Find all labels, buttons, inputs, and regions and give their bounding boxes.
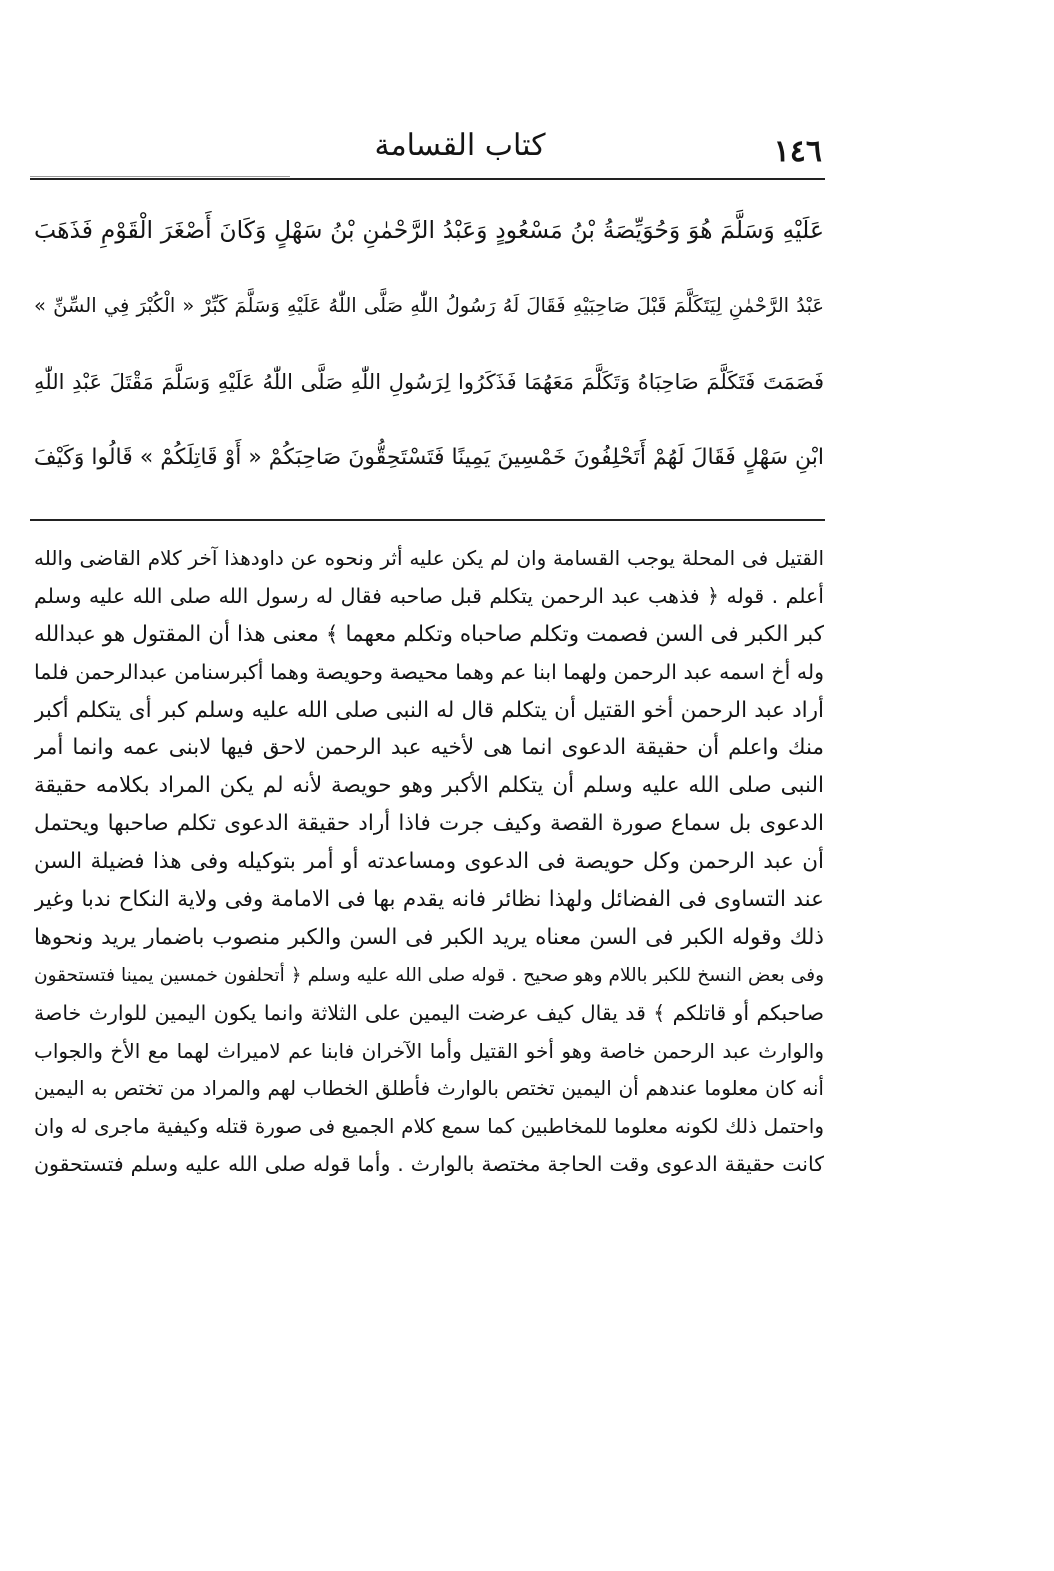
running-title: كتاب القسامة <box>374 128 546 163</box>
page-header <box>30 122 822 174</box>
header-rule-shadow <box>30 176 290 177</box>
commentary-line: عند التساوى فى الفضائل ولهذا نظائر فانه يقدم بها فى الامامة وفى ولاية النكاح ندبا وغير <box>34 887 824 913</box>
commentary-line: أن عبد الرحمن وكل حويصة فى الدعوى ومساعدته أو أمر بتوكيله وفى هذا فضيلة السن <box>34 849 824 875</box>
section-divider <box>30 519 825 521</box>
commentary-line: واحتمل ذلك لكونه معلوما للمخاطبين كما سمع كلام الجميع فى صورة قتله وكيفية ماجرى له وان <box>34 1114 824 1139</box>
commentary-line: أعلم . قوله ﴿ فذهب عبد الرحمن يتكلم قبل صاحبه فقال له رسول الله صلى الله عليه وسلم <box>34 583 824 608</box>
commentary-line: منك واعلم أن حقيقة الدعوى انما هى لأخيه عبد الرحمن لاحق فيها لابنى عمه وانما أمر <box>34 735 824 761</box>
commentary-line: صاحبكم أو قاتلكم ﴾ قد يقال كيف عرضت اليمين على الثلاثة وانما يكون اليمين للوارث خاصة <box>34 1000 824 1025</box>
hadith-line: ابْنِ سَهْلٍ فَقَالَ لَهُمْ أَتَحْلِفُونَ خَمْسِينَ يَمِينًا فَتَسْتَحِقُّونَ صَاحِبَكُمْ « أَوْ قَاتِلَكُمْ » قَالُوا وَكَيْفَ <box>34 445 824 470</box>
commentary-line: ذلك وقوله الكبر فى السن معناه يريد الكبر فى السن والكبر منصوب باضمار يريد ونحوها <box>34 924 824 950</box>
header-rule <box>30 178 825 180</box>
page-number: ١٤٦ <box>773 134 822 169</box>
commentary-line: وله أخ اسمه عبد الرحمن ولهما ابنا عم وهما محيصة وحويصة وهما أكبرسنامن عبدالرحمن فلما <box>34 659 824 684</box>
commentary-text <box>34 540 824 1184</box>
commentary-line: الدعوى بل سماع صورة القصة وكيف جرت فاذا أراد حقيقة الدعوى تكلم صاحبها ويحتمل <box>34 811 824 837</box>
commentary-line: كبر الكبر فى السن فصمت وتكلم صاحباه وتكلم معهما ﴾ معنى هذا أن المقتول هو عبدالله <box>34 621 824 647</box>
hadith-line: عَبْدُ الرَّحْمٰنِ لِيَتَكَلَّمَ قَبْلَ صَاحِبَيْهِ فَقَالَ لَهُ رَسُولُ اللّٰهِ صَلَّى اللّٰهُ عَلَيْهِ وَسَلَّمَ كَبِّرْ « الْكُبْرَ فِي السِّنِّ » <box>34 294 824 317</box>
hadith-text <box>34 192 824 496</box>
commentary-line: والوارث عبد الرحمن خاصة وهو أخو القتيل وأما الآخران فابنا عم لاميراث لهما مع الأخ والجواب <box>34 1038 824 1063</box>
commentary-line: وفى بعض النسخ للكبر باللام وهو صحيح . قوله صلى الله عليه وسلم ﴿ أتحلفون خمسين يمينا فتستحقون <box>34 964 824 986</box>
hadith-line: عَلَيْهِ وَسَلَّمَ هُوَ وَحُوَيِّصَةُ بْنُ مَسْعُودٍ وَعَبْدُ الرَّحْمٰنِ بْنُ سَهْلٍ وَكَانَ أَصْغَرَ الْقَوْمِ فَذَهَبَ <box>34 216 824 244</box>
commentary-line: أنه كان معلوما عندهم أن اليمين تختص بالوارث فأطلق الخطاب لهم والمراد من تختص به اليمين <box>34 1076 824 1101</box>
hadith-line: فَصَمَتَ فَتَكَلَّمَ صَاحِبَاهُ وَتَكَلَّمَ مَعَهُمَا فَذَكَرُوا لِرَسُولِ اللّٰهِ صَلَّى اللّٰهُ عَلَيْهِ وَسَلَّمَ مَقْتَلَ عَبْدِ اللّٰهِ <box>34 370 824 394</box>
commentary-line: كانت حقيقة الدعوى وقت الحاجة مختصة بالوارث . وأما قوله صلى الله عليه وسلم فتستحقون <box>34 1152 824 1177</box>
commentary-line: أراد عبد الرحمن أخو القتيل أن يتكلم قال له النبى صلى الله عليه وسلم كبر أى يتكلم أكبر <box>34 697 824 723</box>
commentary-line: القتيل فى المحلة يوجب القسامة وان لم يكن عليه أثر ونحوه عن داودهذا آخر كلام القاضى والله <box>34 546 824 570</box>
commentary-line: النبى صلى الله عليه وسلم أن يتكلم الأكبر وهو حويصة لأنه لم يكن المراد بكلامه حقيقة <box>34 773 824 799</box>
